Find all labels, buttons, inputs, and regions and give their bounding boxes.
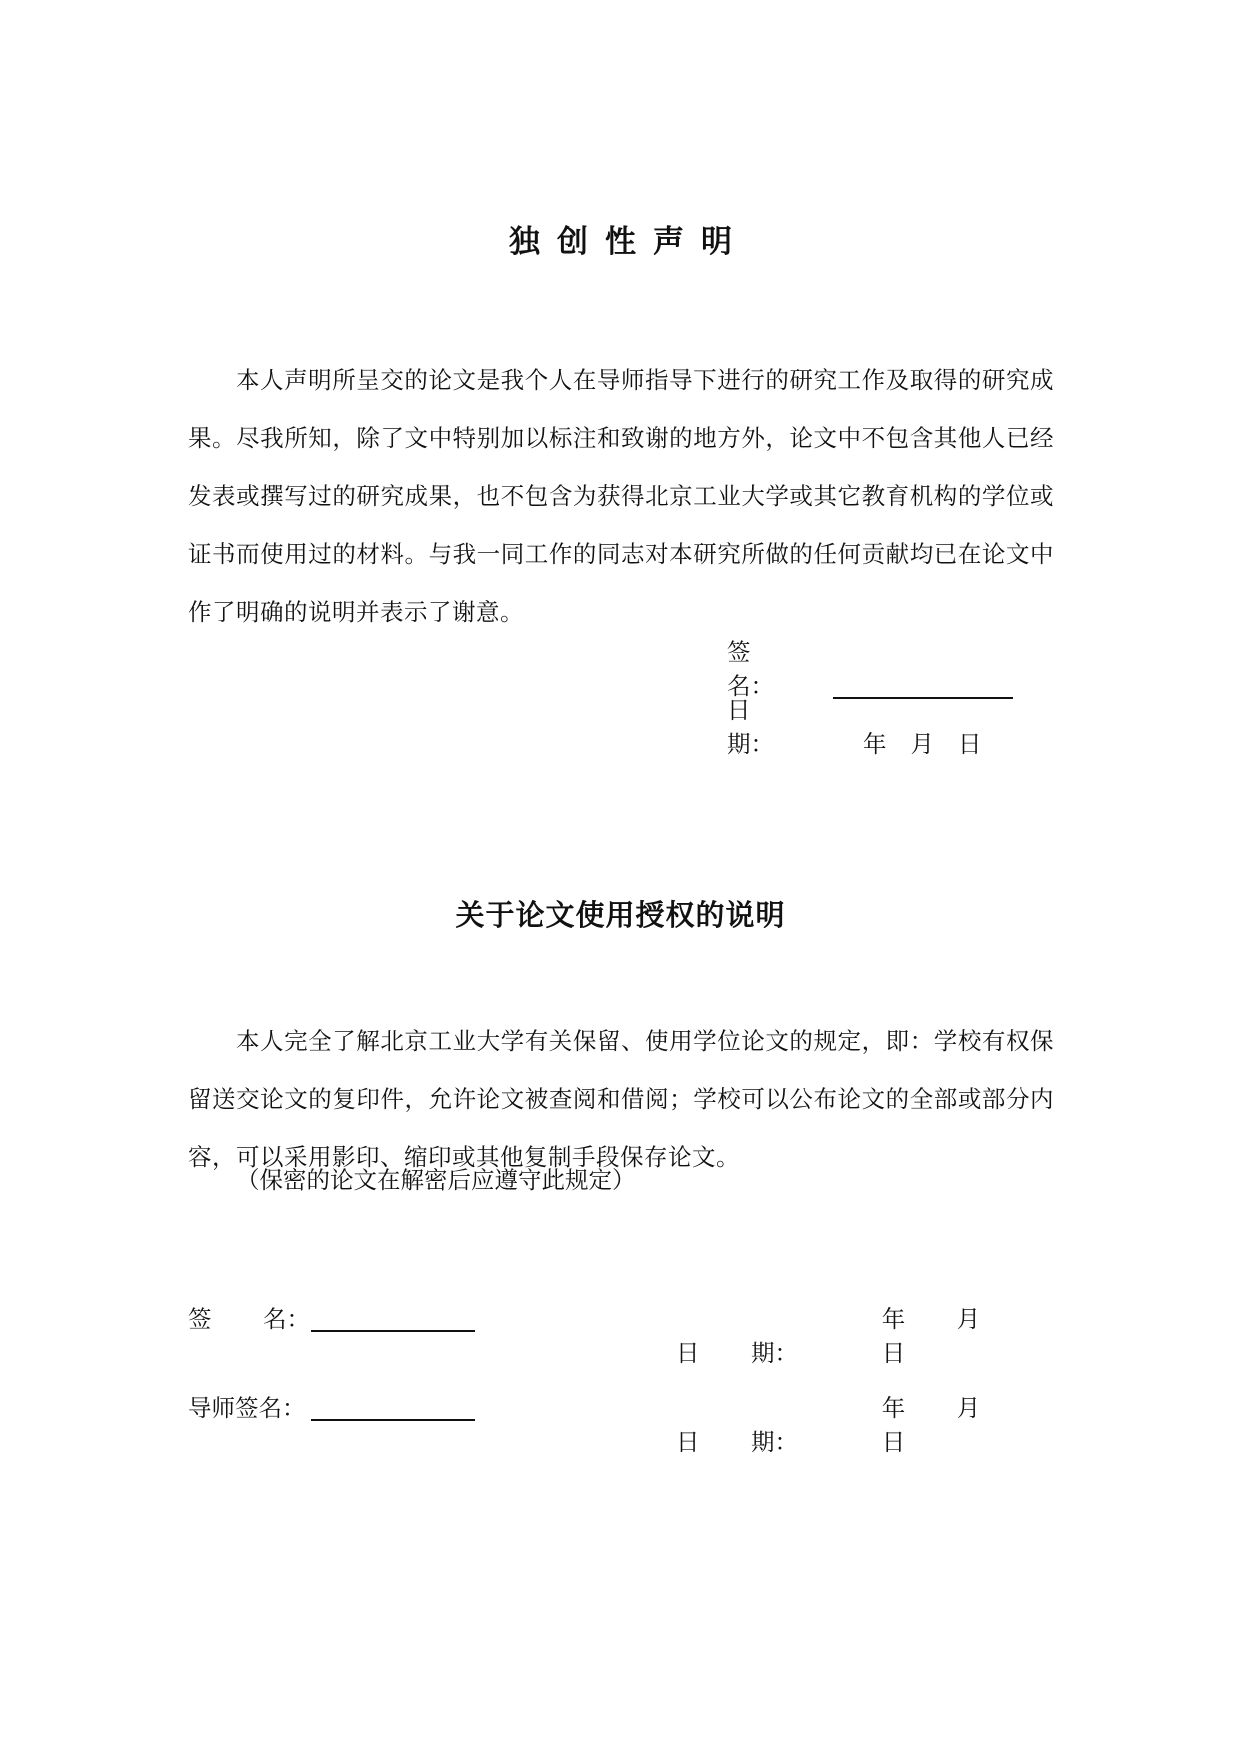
declaration-title: 独创性声明 bbox=[509, 224, 749, 260]
author-month: 月 bbox=[956, 1305, 981, 1333]
advisor-signature-row bbox=[188, 1389, 1058, 1456]
author-date-label: 日 期： bbox=[676, 1339, 798, 1367]
declaration-date-row bbox=[727, 696, 1013, 759]
declaration-year: 年 bbox=[863, 730, 887, 758]
declaration-body: 本人声明所呈交的论文是我个人在导师指导下进行的研究工作及取得的研究成果。尽我所知，除了文中特别加以标注和致谢的地方外，论文中不包含其他人已经发表或撰写过的研究成果，也不包含为获得北京工业大学或其它教育机构的学位或证书而使用过的材料。与我一同工作的同志对本研究所做的任何贡献均已在论文中作了明确的说明并表示了谢意。 bbox=[188, 366, 1054, 626]
author-signature-row bbox=[188, 1300, 1058, 1367]
author-date-field bbox=[676, 1300, 1058, 1368]
authorization-note: （保密的论文在解密后应遵守此规定） bbox=[236, 1166, 636, 1194]
authorization-body: 本人完全了解北京工业大学有关保留、使用学位论文的规定，即：学校有权保留送交论文的复印件，允许论文被查阅和借阅；学校可以公布论文的全部或部分内容，可以采用影印、缩印或其他复制手段保存论文。 bbox=[188, 1027, 1054, 1171]
advisor-date-field bbox=[676, 1389, 1058, 1457]
declaration-date-label: 日期： bbox=[727, 696, 774, 758]
author-signature-label: 签 名： bbox=[188, 1305, 310, 1333]
declaration-month: 月 bbox=[910, 730, 934, 758]
author-day: 日 bbox=[881, 1339, 906, 1367]
advisor-year: 年 bbox=[881, 1394, 906, 1422]
advisor-date-label: 日 期： bbox=[676, 1428, 798, 1456]
declaration-date-fields[interactable] bbox=[863, 725, 1006, 759]
declaration-signature-label: 签名： bbox=[727, 638, 774, 700]
author-signature-line[interactable] bbox=[311, 1302, 475, 1332]
declaration-signature-line[interactable] bbox=[833, 669, 1013, 699]
author-date-fields[interactable] bbox=[882, 1300, 1058, 1368]
declaration-day: 日 bbox=[958, 730, 982, 758]
author-year: 年 bbox=[881, 1305, 906, 1333]
advisor-signature-line[interactable] bbox=[311, 1391, 475, 1421]
advisor-date-fields[interactable] bbox=[882, 1389, 1058, 1457]
advisor-signature-field bbox=[188, 1389, 475, 1423]
declaration-signature-block bbox=[727, 638, 1013, 759]
advisor-month: 月 bbox=[956, 1394, 981, 1422]
advisor-signature-label: 导师签名： bbox=[188, 1394, 306, 1422]
author-signature-field bbox=[188, 1300, 475, 1334]
authorization-title: 关于论文使用授权的说明 bbox=[455, 898, 786, 932]
advisor-day: 日 bbox=[881, 1428, 906, 1456]
